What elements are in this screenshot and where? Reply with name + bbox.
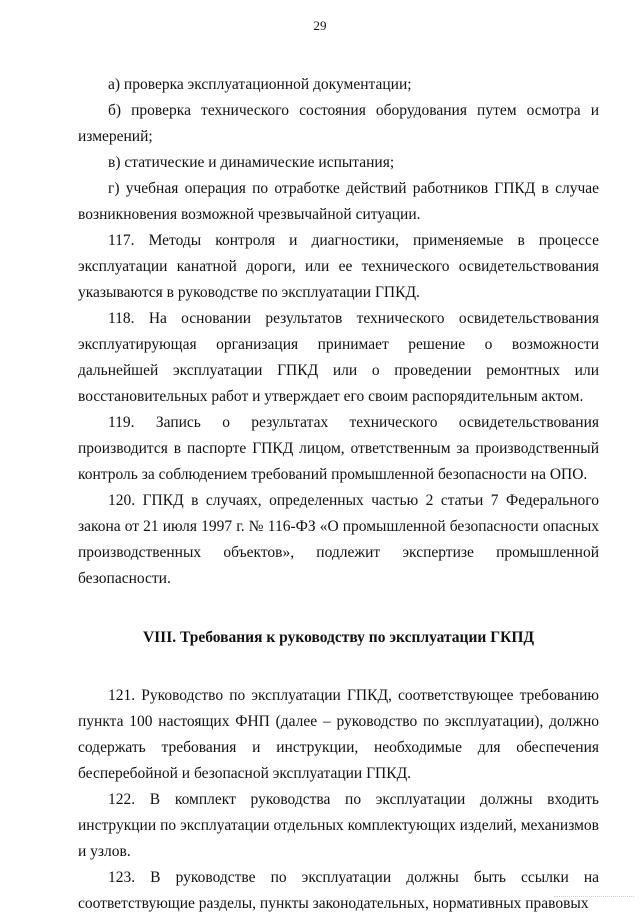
document-body <box>78 72 599 917</box>
clause-119: 119. Запись о результатах технического освидетельствования производится в паспорте ГПКД лицом, ответственным за производственный контроль за соблюдением требований промышленной безопасности на ОПО. <box>78 414 599 483</box>
list-item-c: в) статические и динамические испытания; <box>108 154 395 171</box>
clause-120: 120. ГПКД в случаях, определенных частью 2 статьи 7 Федерального закона от 21 июля 1997 г. № 116-ФЗ «О промышленной безопасности опасных производственных объектов», подлежит экспертизе промышленной безопасности. <box>78 492 599 587</box>
page-number: 29 <box>313 18 327 33</box>
section-heading: VIII. Требования к руководству по эксплуатации ГКПД <box>142 629 535 646</box>
scan-artifact <box>554 896 634 903</box>
clause-123: 123. В руководстве по эксплуатации должны быть ссылки на соответствующие разделы, пункты законодательных, нормативных правовых <box>78 869 599 912</box>
clause-122: 122. В комплект руководства по эксплуатации должны входить инструкции по эксплуатации отдельных комплектующих изделий, механизмов и узлов. <box>78 791 599 860</box>
list-item-d: г) учебная операция по отработке действий работников ГПКД в случае возникновения возможной чрезвычайной ситуации. <box>78 180 599 223</box>
clause-121: 121. Руководство по эксплуатации ГПКД, соответствующее требованию пункта 100 настоящих ФНП (далее – руководство по эксплуатации), должно содержать требования и инструкции, необходимые для обеспечения бесперебойной и безопасной эксплуатации ГПКД. <box>78 687 599 782</box>
list-item-b: б) проверка технического состояния оборудования путем осмотра и измерений; <box>78 102 599 145</box>
list-item-a: а) проверка эксплуатационной документации; <box>108 76 412 93</box>
clause-118: 118. На основании результатов технического освидетельствования эксплуатирующая организация принимает решение о возможности дальнейшей эксплуатации ГПКД или о проведении ремонтных или восстановительных работ и утверждает его своим распорядительным актом. <box>78 310 599 405</box>
clause-117: 117. Методы контроля и диагностики, применяемые в процессе эксплуатации канатной дороги, или ее технического освидетельствования указываются в руководстве по эксплуатации ГПКД. <box>78 232 599 301</box>
